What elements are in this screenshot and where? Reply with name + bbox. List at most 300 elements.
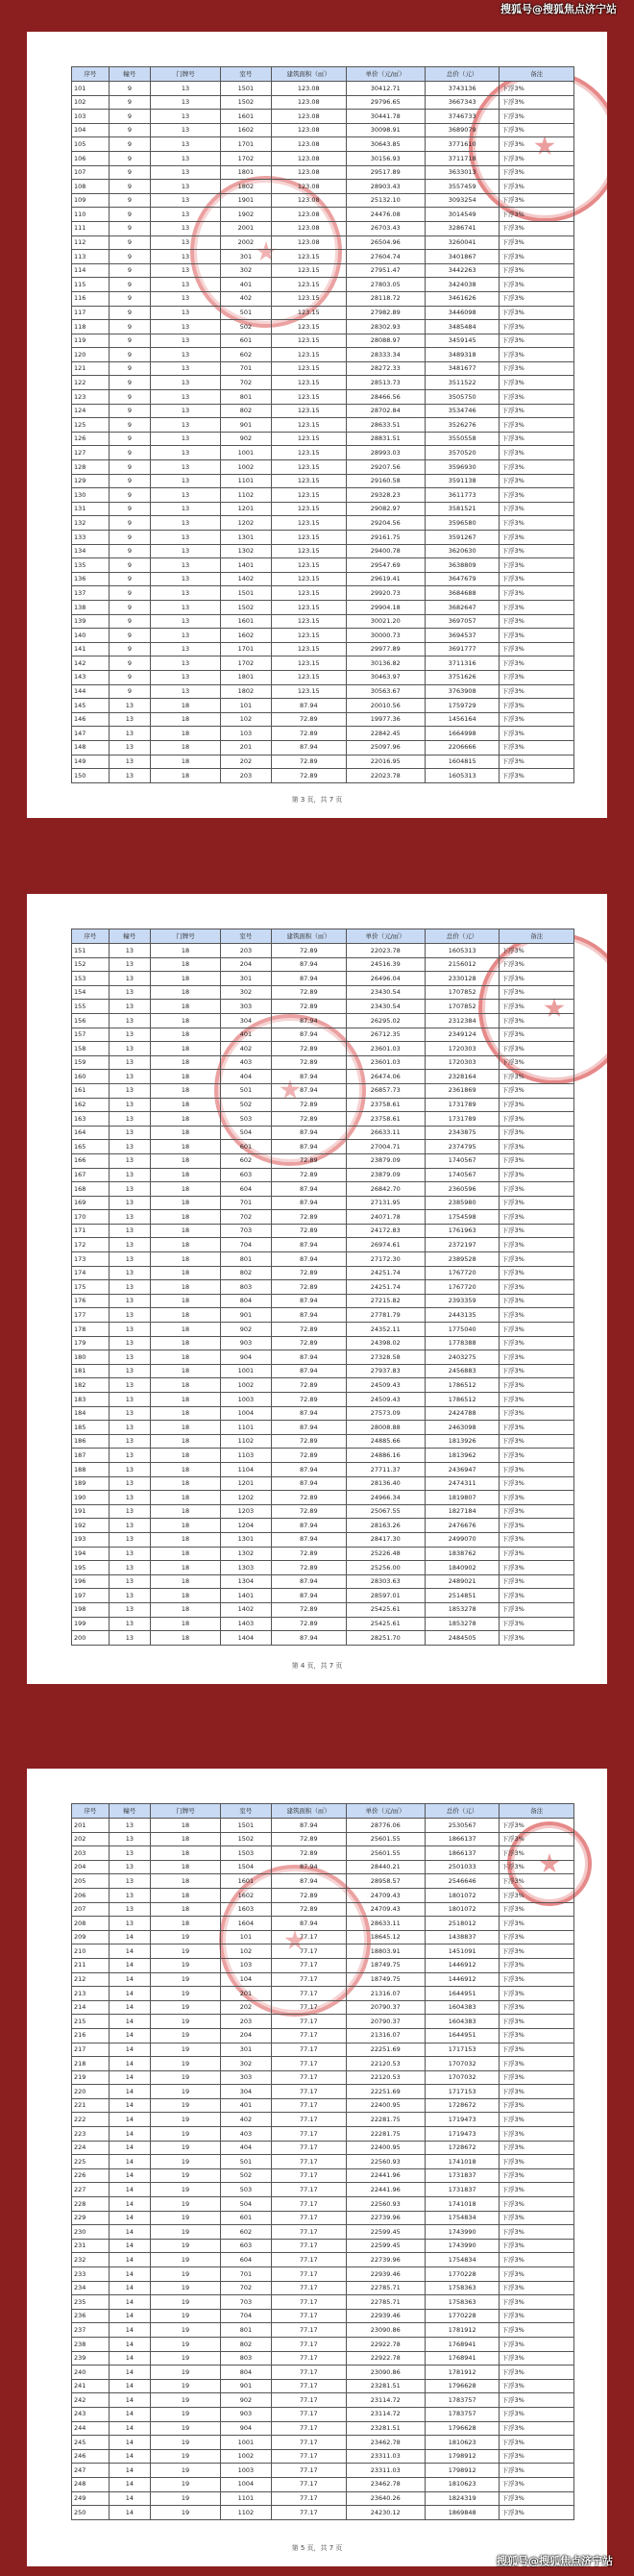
table-cell: 14 [109, 2141, 151, 2155]
table-cell: 150 [72, 769, 110, 783]
table-cell: 2361869 [425, 1083, 500, 1098]
table-cell: 3711718 [425, 151, 500, 165]
table-cell: 123.15 [272, 390, 347, 405]
table-cell: 1728672 [425, 2098, 500, 2113]
table-row [72, 2477, 574, 2491]
table-cell: 77.17 [272, 2267, 347, 2282]
table-cell: 202 [72, 1832, 110, 1846]
table-cell: 13 [151, 390, 221, 405]
table-cell: 13 [109, 1182, 151, 1197]
table-cell: 87.94 [272, 1421, 347, 1435]
table-cell: 26842.70 [346, 1182, 425, 1197]
column-header: 单价（元/㎡） [346, 1804, 425, 1819]
table-cell: 173 [72, 1252, 110, 1267]
table-cell: 1664998 [425, 727, 500, 741]
table-cell: 148 [72, 740, 110, 755]
table-cell: 402 [220, 1042, 271, 1056]
table-row [72, 1153, 574, 1168]
table-cell: 18749.75 [346, 1958, 425, 1972]
table-cell: 159 [72, 1055, 110, 1070]
table-cell: 3014549 [425, 208, 500, 222]
table-cell: 26633.11 [346, 1126, 425, 1140]
table-cell: 下浮3% [500, 446, 574, 460]
table-cell: 72.89 [272, 1832, 347, 1846]
table-row [72, 699, 574, 713]
table-cell: 1758363 [425, 2295, 500, 2310]
table-cell: 77.17 [272, 2281, 347, 2295]
table-cell: 77.17 [272, 2365, 347, 2380]
table-cell: 13 [109, 1602, 151, 1617]
column-header: 幢号 [109, 929, 151, 944]
table-row [72, 2337, 574, 2351]
table-cell: 13 [151, 235, 221, 250]
table-cell: 19 [151, 2281, 221, 2295]
table-cell: 1502 [220, 95, 271, 110]
table-cell: 3620630 [425, 544, 500, 558]
table-cell: 下浮3% [500, 1930, 574, 1944]
table-cell: 下浮3% [500, 2098, 574, 2113]
table-cell: 72.89 [272, 1378, 347, 1393]
table-cell: 下浮3% [500, 1476, 574, 1491]
table-cell: 87.94 [272, 1589, 347, 1603]
table-cell: 77.17 [272, 2491, 347, 2506]
table-cell: 2330128 [425, 972, 500, 986]
table-cell: 下浮3% [500, 755, 574, 769]
table-row [72, 531, 574, 545]
table-cell: 9 [109, 572, 151, 586]
table-row [72, 1617, 574, 1631]
table-cell: 72.89 [272, 1617, 347, 1631]
table-cell: 13 [151, 250, 221, 264]
table-cell: 2443135 [425, 1308, 500, 1323]
table-cell: 18 [151, 1238, 221, 1252]
table-cell: 504 [220, 2197, 271, 2212]
table-cell: 1103 [220, 1449, 271, 1463]
table-cell: 28597.01 [346, 1589, 425, 1603]
table-cell: 13 [151, 418, 221, 433]
column-header: 备注 [500, 929, 574, 944]
table-cell: 18 [151, 1532, 221, 1547]
table-cell: 18 [151, 1028, 221, 1042]
table-cell: 13 [151, 137, 221, 152]
table-cell: 196 [72, 1574, 110, 1589]
table-cell: 803 [220, 1280, 271, 1295]
table-cell: 77.17 [272, 2028, 347, 2043]
table-cell: 29517.89 [346, 165, 425, 180]
table-cell: 22785.71 [346, 2295, 425, 2310]
table-cell: 13 [109, 1547, 151, 1561]
table-cell: 下浮3% [500, 2043, 574, 2057]
table-cell: 72.89 [272, 1561, 347, 1575]
table-cell: 下浮3% [500, 1393, 574, 1407]
table-cell: 13 [109, 1504, 151, 1519]
table-cell: 13 [151, 334, 221, 348]
table-cell: 下浮3% [500, 180, 574, 194]
table-cell: 184 [72, 1406, 110, 1421]
table-cell: 401 [220, 1028, 271, 1042]
table-cell: 1901 [220, 193, 271, 208]
table-cell: 122 [72, 376, 110, 390]
table-cell: 87.94 [272, 1140, 347, 1154]
table-cell: 29161.75 [346, 531, 425, 545]
table-cell: 13 [151, 544, 221, 558]
table-cell: 203 [72, 1846, 110, 1861]
table-cell: 13 [151, 670, 221, 684]
table-cell: 18 [151, 985, 221, 1000]
table-cell: 904 [220, 2421, 271, 2436]
table-cell: 404 [220, 2141, 271, 2155]
table-cell: 1402 [220, 1602, 271, 1617]
table-cell: 1758363 [425, 2281, 500, 2295]
table-cell: 165 [72, 1140, 110, 1154]
table-cell: 123.15 [272, 544, 347, 558]
table-cell: 1604 [220, 1917, 271, 1931]
table-row [72, 1944, 574, 1959]
table-cell: 302 [220, 985, 271, 1000]
table-cell: 22251.69 [346, 2043, 425, 2057]
table-cell: 160 [72, 1070, 110, 1084]
table-cell: 3697057 [425, 614, 500, 629]
table-cell: 下浮3% [500, 1944, 574, 1959]
table-cell: 18 [151, 1336, 221, 1350]
table-cell: 302 [220, 263, 271, 278]
column-header: 总价（元） [425, 67, 500, 82]
table-cell: 2403275 [425, 1350, 500, 1365]
table-cell: 9 [109, 684, 151, 699]
table-cell: 18 [151, 1055, 221, 1070]
table-cell: 902 [220, 2393, 271, 2408]
table-cell: 123.15 [272, 418, 347, 433]
table-cell: 802 [220, 1266, 271, 1280]
table-row [72, 1449, 574, 1463]
table-cell: 3401867 [425, 250, 500, 264]
table-cell: 1503 [220, 1846, 271, 1861]
table-cell: 下浮3% [500, 670, 574, 684]
table-cell: 77.17 [272, 2379, 347, 2393]
table-cell: 14 [109, 2477, 151, 2491]
table-row [72, 755, 574, 769]
table-cell: 123.15 [272, 614, 347, 629]
table-cell: 13 [109, 1153, 151, 1168]
table-cell: 77.17 [272, 2113, 347, 2127]
table-cell: 246 [72, 2449, 110, 2464]
table-row [72, 165, 574, 180]
table-cell: 154 [72, 985, 110, 1000]
table-cell: 124 [72, 404, 110, 418]
table-row [72, 1000, 574, 1014]
table-cell: 13 [151, 474, 221, 488]
table-cell: 1838762 [425, 1547, 500, 1561]
table-cell: 9 [109, 151, 151, 165]
table-cell: 604 [220, 1182, 271, 1197]
table-row [72, 1874, 574, 1889]
table-cell: 77.17 [272, 2436, 347, 2450]
table-cell: 1402 [220, 572, 271, 586]
table-cell: 1754598 [425, 1210, 500, 1225]
table-cell: 123.15 [272, 291, 347, 306]
table-cell: 22922.78 [346, 2351, 425, 2365]
table-cell: 18 [151, 1070, 221, 1084]
table-cell: 3591138 [425, 474, 500, 488]
table-cell: 604 [220, 2253, 271, 2267]
table-cell: 903 [220, 1336, 271, 1350]
table-cell: 77.17 [272, 2506, 347, 2520]
table-cell: 13 [109, 1364, 151, 1378]
table-cell: 1002 [220, 460, 271, 475]
column-header: 总价（元） [425, 929, 500, 944]
table-cell: 20010.56 [346, 699, 425, 713]
table-cell: 703 [220, 1224, 271, 1238]
table-cell: 77.17 [272, 2477, 347, 2491]
table-cell: 1001 [220, 2436, 271, 2450]
table-cell: 29400.78 [346, 544, 425, 558]
table-row [72, 1504, 574, 1519]
table-cell: 下浮3% [500, 165, 574, 180]
table-cell: 23640.26 [346, 2491, 425, 2506]
table-cell: 13 [151, 348, 221, 362]
table-row [72, 291, 574, 306]
table-cell: 243 [72, 2407, 110, 2421]
table-cell: 130 [72, 488, 110, 503]
table-cell: 72.89 [272, 1112, 347, 1127]
table-cell: 1731789 [425, 1112, 500, 1127]
table-cell: 72.89 [272, 1280, 347, 1295]
table-cell: 27982.89 [346, 306, 425, 320]
table-row [72, 642, 574, 656]
table-cell: 下浮3% [500, 2337, 574, 2351]
table-cell: 9 [109, 502, 151, 516]
table-cell: 1853278 [425, 1617, 500, 1631]
table-cell: 1719473 [425, 2127, 500, 2142]
table-row [72, 1042, 574, 1056]
table-cell: 1603 [220, 1902, 271, 1917]
table-cell: 9 [109, 558, 151, 573]
table-row [72, 2028, 574, 2043]
table-cell: 1001 [220, 446, 271, 460]
table-cell: 701 [220, 361, 271, 376]
table-cell: 1761963 [425, 1224, 500, 1238]
table-cell: 186 [72, 1434, 110, 1449]
table-row [72, 957, 574, 972]
table-cell: 14 [109, 2267, 151, 2282]
table-cell: 123.08 [272, 123, 347, 137]
table-cell: 29619.41 [346, 572, 425, 586]
table-cell: 77.17 [272, 1944, 347, 1959]
table-cell: 下浮3% [500, 137, 574, 152]
table-cell: 87.94 [272, 1631, 347, 1646]
table-cell: 200 [72, 1631, 110, 1646]
table-cell: 3751626 [425, 670, 500, 684]
table-cell: 1786512 [425, 1393, 500, 1407]
table-row [72, 1112, 574, 1127]
table-cell: 123.15 [272, 474, 347, 488]
table-cell: 9 [109, 642, 151, 656]
table-cell: 1702 [220, 656, 271, 671]
table-cell: 22939.46 [346, 2309, 425, 2323]
table-cell: 152 [72, 957, 110, 972]
table-cell: 1604383 [425, 2000, 500, 2015]
table-cell: 19 [151, 2168, 221, 2183]
table-cell: 203 [220, 944, 271, 958]
table-cell: 下浮3% [500, 306, 574, 320]
column-header: 幢号 [109, 67, 151, 82]
table-row [72, 2309, 574, 2323]
table-cell: 9 [109, 95, 151, 110]
table-cell: 208 [72, 1917, 110, 1931]
table-cell: 18 [151, 1126, 221, 1140]
table-cell: 22842.45 [346, 727, 425, 741]
table-row [72, 2141, 574, 2155]
table-cell: 下浮3% [500, 769, 574, 783]
table-cell: 201 [220, 740, 271, 755]
table-cell: 153 [72, 972, 110, 986]
table-cell: 226 [72, 2168, 110, 2183]
table-cell: 19 [151, 2197, 221, 2212]
table-row [72, 1210, 574, 1225]
table-cell: 下浮3% [500, 1874, 574, 1889]
table-cell: 18 [151, 1860, 221, 1874]
table-cell: 18 [151, 1013, 221, 1028]
table-cell: 1801072 [425, 1888, 500, 1902]
table-cell: 401 [220, 278, 271, 292]
table-cell: 下浮3% [500, 1958, 574, 1972]
table-cell: 14 [109, 2015, 151, 2029]
table-cell: 176 [72, 1294, 110, 1308]
table-cell: 1502 [220, 1832, 271, 1846]
table-cell: 87.94 [272, 972, 347, 986]
table-cell: 146 [72, 712, 110, 727]
table-cell: 23114.72 [346, 2393, 425, 2408]
table-row [72, 1434, 574, 1449]
table-cell: 2312384 [425, 1013, 500, 1028]
table-cell: 下浮3% [500, 1504, 574, 1519]
table-cell: 233 [72, 2267, 110, 2282]
table-cell: 204 [72, 1860, 110, 1874]
table-cell: 22023.78 [346, 769, 425, 783]
table-cell: 18 [151, 755, 221, 769]
table-cell: 下浮3% [500, 361, 574, 376]
table-cell: 1644951 [425, 1987, 500, 2001]
table-cell: 14 [109, 2183, 151, 2197]
table-cell: 13 [109, 699, 151, 713]
table-cell: 22400.95 [346, 2098, 425, 2113]
table-cell: 19 [151, 1958, 221, 1972]
page-footer: 第 3 页，共 7 页 [291, 796, 343, 804]
table-cell: 下浮3% [500, 208, 574, 222]
table-cell: 501 [220, 1083, 271, 1098]
table-cell: 72.89 [272, 1888, 347, 1902]
table-cell: 13 [109, 1532, 151, 1547]
table-cell: 下浮3% [500, 123, 574, 137]
table-cell: 188 [72, 1462, 110, 1476]
table-cell: 77.17 [272, 2225, 347, 2240]
table-cell: 87.94 [272, 1238, 347, 1252]
table-cell: 220 [72, 2085, 110, 2099]
table-cell: 18 [151, 1280, 221, 1295]
table-cell: 下浮3% [500, 1617, 574, 1631]
table-cell: 123.15 [272, 404, 347, 418]
table-cell: 22739.96 [346, 2211, 425, 2225]
table-cell: 157 [72, 1028, 110, 1042]
table-cell: 30412.71 [346, 82, 425, 96]
table-cell: 下浮3% [500, 985, 574, 1000]
table-cell: 123.15 [272, 320, 347, 334]
table-cell: 13 [109, 1378, 151, 1393]
table-cell: 下浮3% [500, 586, 574, 601]
table-cell: 72.89 [272, 727, 347, 741]
price-table [71, 66, 574, 783]
document-page-5 [27, 1769, 607, 2566]
table-row [72, 361, 574, 376]
table-cell: 13 [109, 1126, 151, 1140]
table-cell: 106 [72, 151, 110, 165]
table-cell: 23601.03 [346, 1055, 425, 1070]
table-cell: 25256.00 [346, 1561, 425, 1575]
table-cell: 3684688 [425, 586, 500, 601]
table-cell: 189 [72, 1476, 110, 1491]
table-cell: 101 [220, 1930, 271, 1944]
table-cell: 29328.23 [346, 488, 425, 503]
table-cell: 9 [109, 404, 151, 418]
table-cell: 1003 [220, 1393, 271, 1407]
table-cell: 下浮3% [500, 1364, 574, 1378]
table-row [72, 110, 574, 124]
table-cell: 1602 [220, 123, 271, 137]
table-cell: 13 [109, 1631, 151, 1646]
table-cell: 13 [109, 1476, 151, 1491]
table-row [72, 2015, 574, 2029]
table-cell: 2489021 [425, 1574, 500, 1589]
table-cell: 603 [220, 2239, 271, 2253]
table-row [72, 137, 574, 152]
table-cell: 14 [109, 2253, 151, 2267]
table-cell: 87.94 [272, 1476, 347, 1491]
table-cell: 109 [72, 193, 110, 208]
table-cell: 1502 [220, 600, 271, 614]
table-row [72, 1098, 574, 1112]
table-row [72, 614, 574, 629]
table-cell: 18 [151, 1819, 221, 1833]
table-cell: 19 [151, 1930, 221, 1944]
table-cell: 72.89 [272, 1153, 347, 1168]
table-row [72, 1589, 574, 1603]
table-cell: 13 [151, 502, 221, 516]
column-header: 建筑面积（㎡） [272, 67, 347, 82]
table-cell: 9 [109, 656, 151, 671]
table-row [72, 1574, 574, 1589]
table-cell: 28702.84 [346, 404, 425, 418]
table-cell: 9 [109, 193, 151, 208]
table-cell: 232 [72, 2253, 110, 2267]
table-cell: 下浮3% [500, 2295, 574, 2310]
table-cell: 221 [72, 2098, 110, 2113]
table-row [72, 558, 574, 573]
table-cell: 13 [109, 1266, 151, 1280]
table-cell: 19 [151, 2085, 221, 2099]
table-cell: 123.15 [272, 670, 347, 684]
table-cell: 72.89 [272, 1449, 347, 1463]
table-cell: 104 [72, 123, 110, 137]
table-cell: 217 [72, 2043, 110, 2057]
table-cell: 24230.12 [346, 2506, 425, 2520]
table-cell: 下浮3% [500, 2168, 574, 2183]
table-cell: 1768941 [425, 2337, 500, 2351]
table-cell: 77.17 [272, 1930, 347, 1944]
table-cell: 123.08 [272, 110, 347, 124]
table-cell: 1401 [220, 1589, 271, 1603]
table-cell: 13 [109, 1294, 151, 1308]
table-cell: 703 [220, 2295, 271, 2310]
